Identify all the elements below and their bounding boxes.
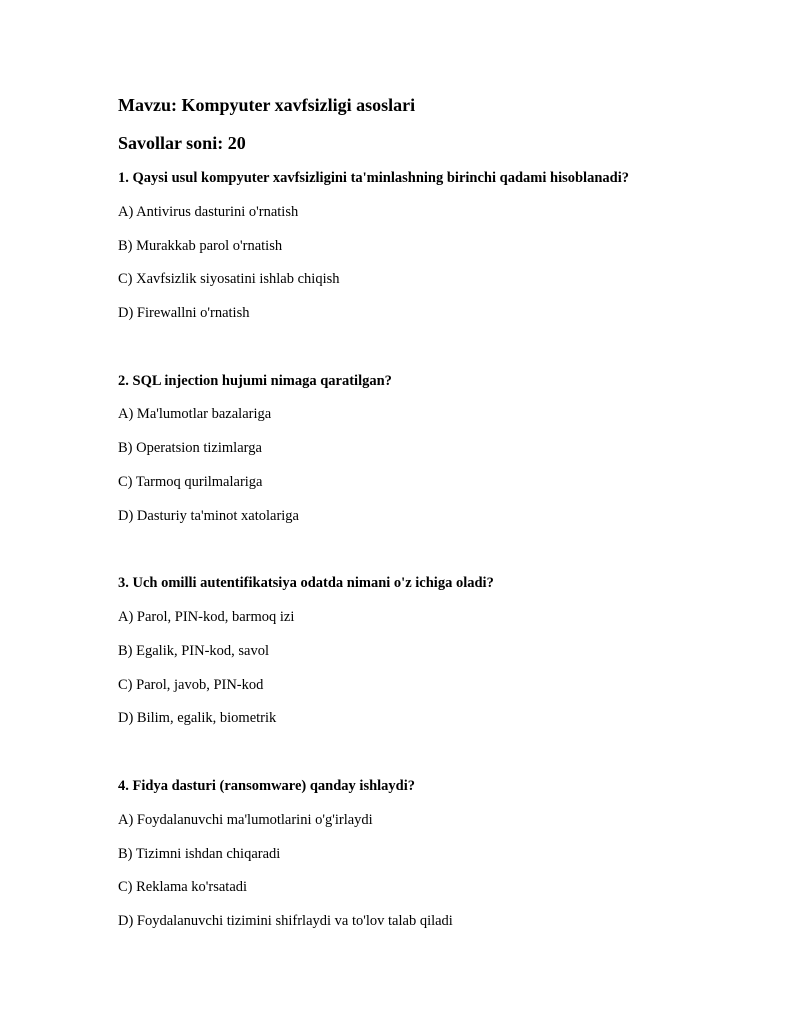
answer-option: A) Parol, PIN-kod, barmoq izi xyxy=(118,609,295,625)
answer-option: A) Antivirus dasturini o'rnatish xyxy=(118,204,299,220)
question-count-heading: Savollar soni: 20 xyxy=(118,133,246,153)
answer-option: B) Tizimni ishdan chiqaradi xyxy=(118,846,281,862)
question-text: 2. SQL injection hujumi nimaga qaratilgan? xyxy=(118,373,392,389)
answer-option: C) Parol, javob, PIN-kod xyxy=(118,677,264,693)
answer-option: D) Dasturiy ta'minot xatolariga xyxy=(118,508,299,524)
answer-option: D) Firewallni o'rnatish xyxy=(118,305,250,321)
answer-option: A) Ma'lumotlar bazalariga xyxy=(118,406,272,422)
answer-option: B) Operatsion tizimlarga xyxy=(118,440,262,456)
answer-option: B) Murakkab parol o'rnatish xyxy=(118,238,283,254)
answer-option: D) Foydalanuvchi tizimini shifrlaydi va to'lov talab qiladi xyxy=(118,913,453,929)
question-text: 4. Fidya dasturi (ransomware) qanday ishlaydi? xyxy=(118,778,416,794)
answer-option: C) Xavfsizlik siyosatini ishlab chiqish xyxy=(118,271,340,287)
question-text: 1. Qaysi usul kompyuter xavfsizligini ta'minlashning birinchi qadami hisoblanadi? xyxy=(118,170,629,186)
topic-heading: Mavzu: Kompyuter xavfsizligi asoslari xyxy=(118,95,416,115)
answer-option: B) Egalik, PIN-kod, savol xyxy=(118,643,270,659)
answer-option: D) Bilim, egalik, biometrik xyxy=(118,710,277,726)
answer-option: C) Reklama ko'rsatadi xyxy=(118,879,248,895)
answer-option: C) Tarmoq qurilmalariga xyxy=(118,474,263,490)
answer-option: A) Foydalanuvchi ma'lumotlarini o'g'irlaydi xyxy=(118,812,373,828)
question-text: 3. Uch omilli autentifikatsiya odatda nimani o'z ichiga oladi? xyxy=(118,575,494,591)
